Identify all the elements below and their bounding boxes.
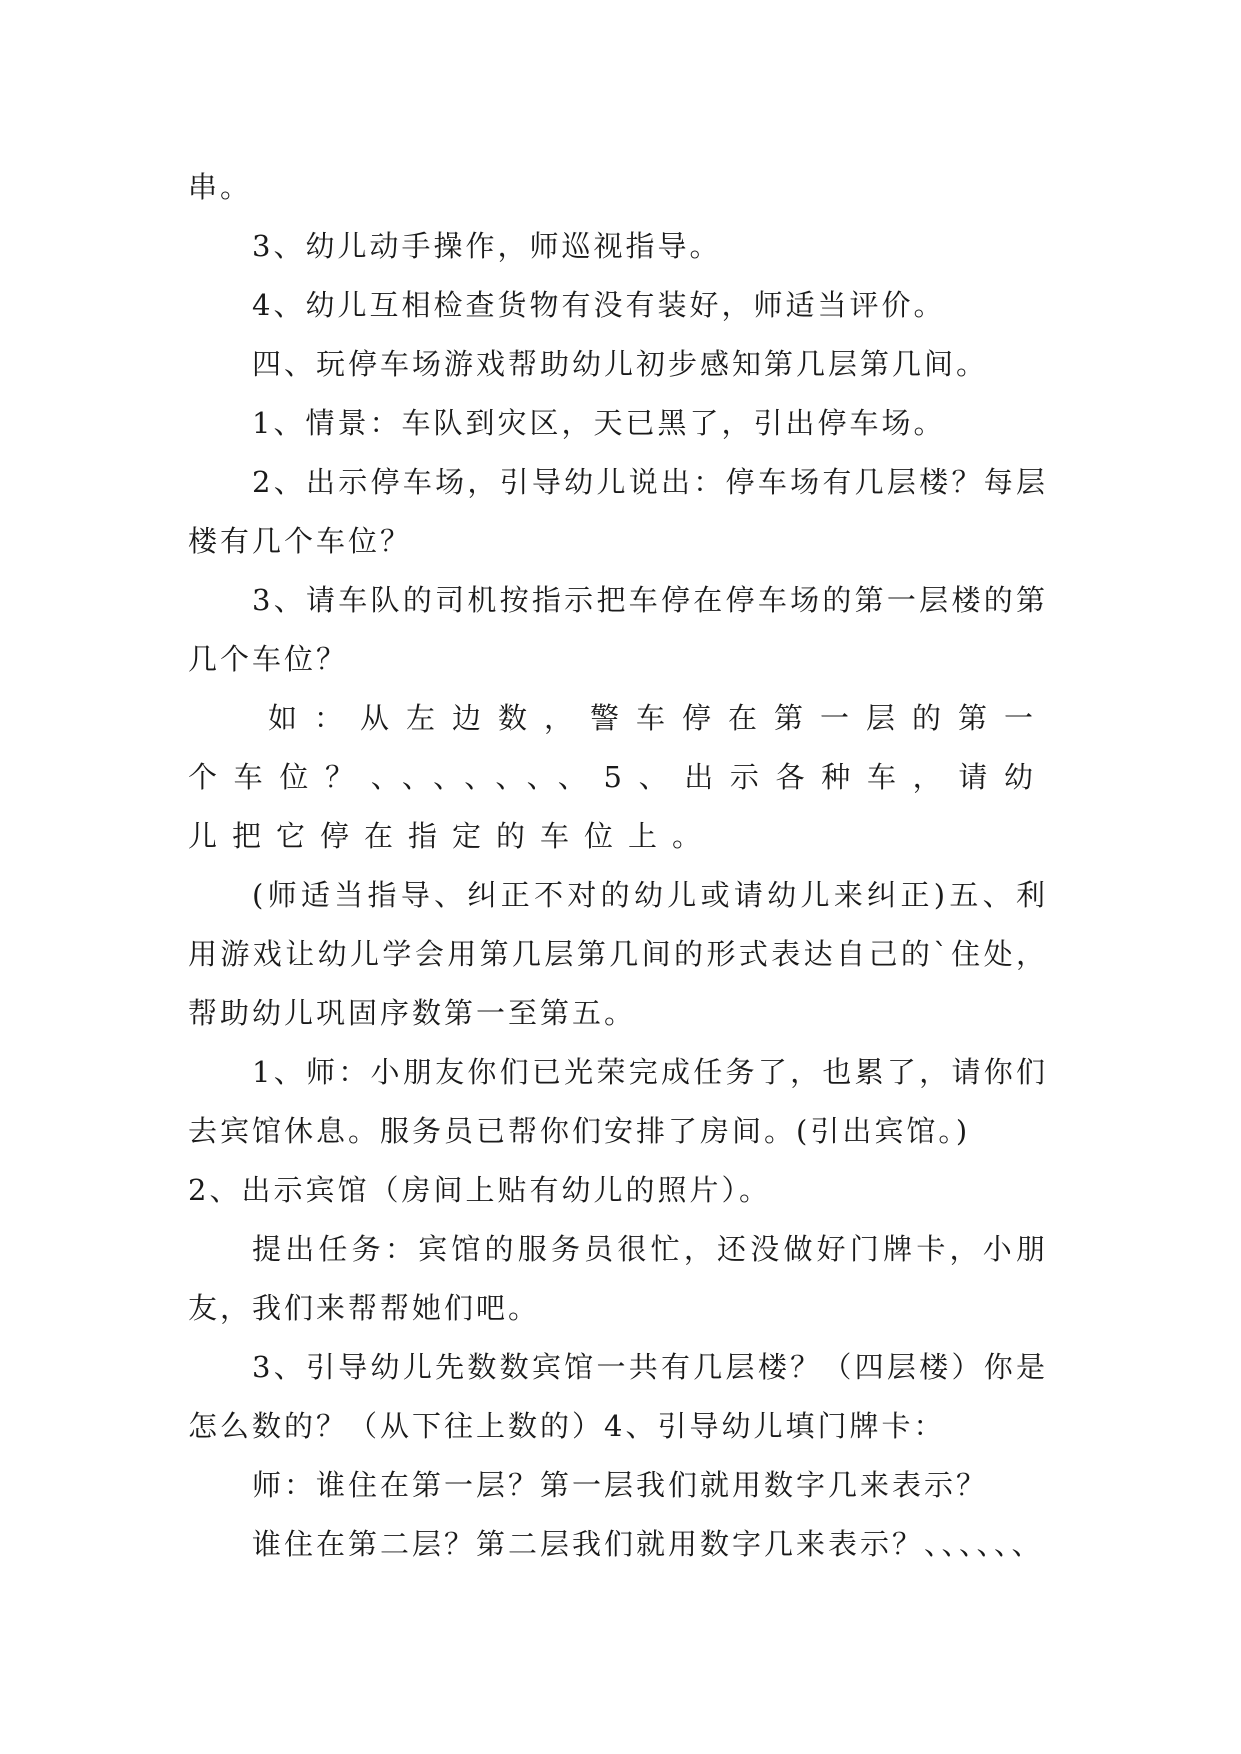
paragraph-parking-step-2: 2、出示停车场，引导幼儿说出：停车场有几层楼？每层楼有几个车位？	[188, 465, 1048, 558]
paragraph-parking-step-3: 3、请车队的司机按指示把车停在停车场的第一层楼的第几个车位？	[188, 583, 1048, 676]
paragraph-task: 提出任务：宾馆的服务员很忙，还没做好门牌卡，小朋友，我们来帮帮她们吧。	[188, 1232, 1048, 1325]
section-heading-four: 四、玩停车场游戏帮助幼儿初步感知第几层第几间。	[252, 347, 989, 381]
section-heading-five: (师适当指导、纠正不对的幼儿或请幼儿来纠正)五、利用游戏让幼儿学会用第几层第几间的形式表达自己的`住处，帮助幼儿巩固序数第一至第五。	[188, 878, 1048, 1030]
document-body	[188, 158, 1048, 1574]
paragraph-parking-step-1: 1、情景：车队到灾区，天已黑了，引出停车场。	[252, 406, 946, 440]
paragraph-teacher-question-1: 师：谁住在第一层？第一层我们就用数字几来表示？	[252, 1468, 989, 1502]
paragraph-step-4: 4、幼儿互相检查货物有没有装好，师适当评价。	[252, 288, 946, 322]
paragraph-step-3: 3、幼儿动手操作，师巡视指导。	[252, 229, 722, 263]
paragraph-hotel-step-3: 3、引导幼儿先数数宾馆一共有几层楼？（四层楼）你是怎么数的？（从下往上数的）4、引导幼儿填门牌卡：	[188, 1350, 1048, 1443]
paragraph-teacher-question-2: 谁住在第二层？第二层我们就用数字几来表示？、、、、、、	[252, 1527, 1044, 1561]
paragraph-hotel-step-1: 1、师：小朋友你们已光荣完成任务了，也累了，请你们去宾馆休息。服务员已帮你们安排了房间。(引出宾馆。)	[188, 1055, 1048, 1148]
paragraph-continuation: 串。	[188, 170, 253, 204]
paragraph-hotel-step-2: 2、出示宾馆（房间上贴有幼儿的照片）。	[188, 1173, 771, 1207]
paragraph-example: 如：从左边数，警车停在第一层的第一个车位？、、、、、、、5、出示各种车，请幼儿把它停在指定的车位上。	[188, 701, 1048, 853]
